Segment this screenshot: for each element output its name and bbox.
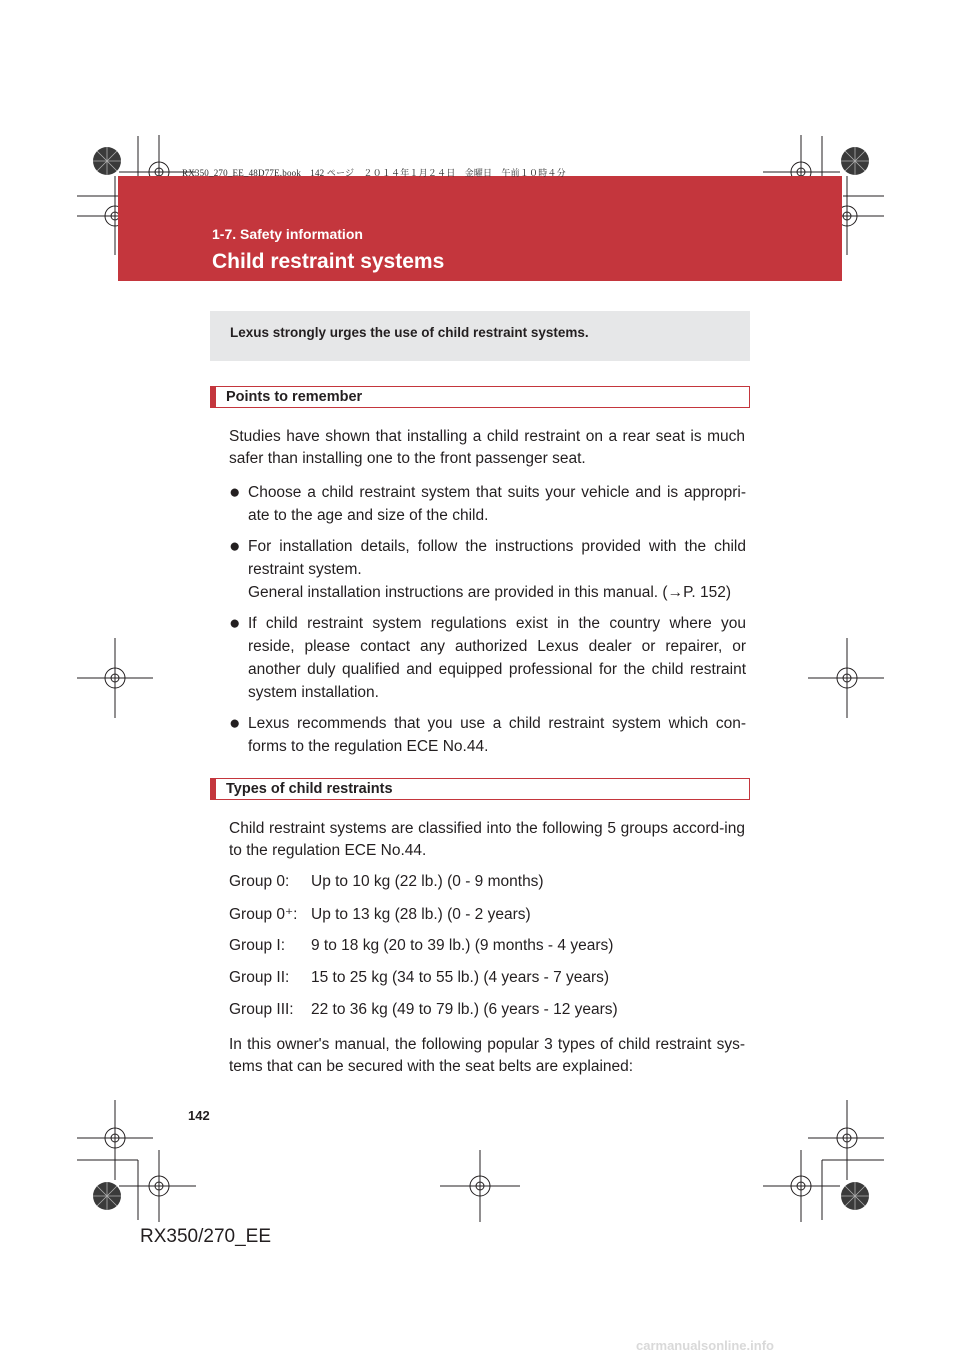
heading-bar <box>210 778 216 800</box>
intro-text: Lexus strongly urges the use of child restraint systems. <box>230 325 589 340</box>
bullet-icon: ● <box>229 536 241 557</box>
types-intro: Child restraint systems are classified into the following 5 groups accord-ing to the regulation ECE No.44. <box>229 820 745 859</box>
points-heading-text: Points to remember <box>226 389 363 405</box>
group-desc: 22 to 36 kg (49 to 79 lb.) (6 years - 12 years) <box>311 1001 618 1018</box>
bullet-text: Lexus recommends that you use a child restraint system which con-forms to the regulation ECE No.44. <box>248 715 746 755</box>
heading-bar <box>210 386 216 408</box>
bullet-item <box>229 481 746 527</box>
bullet-item <box>229 712 746 758</box>
group-label: Group 0⁺: <box>229 906 298 923</box>
group-row <box>229 937 613 955</box>
types-heading <box>210 778 750 800</box>
group-label: Group 0: <box>229 873 290 890</box>
bullet-item <box>229 535 746 604</box>
section-label: 1-7. Safety information <box>212 226 363 242</box>
group-label: Group III: <box>229 1001 294 1018</box>
types-outro: In this owner's manual, the following popular 3 types of child restraint sys-tems that can be secured with the seat belts are explained: <box>229 1036 745 1075</box>
page-number: 142 <box>188 1108 210 1123</box>
bullet-icon: ● <box>229 613 241 634</box>
group-row <box>229 905 531 924</box>
points-heading <box>210 386 750 408</box>
group-label: Group II: <box>229 969 290 986</box>
bullet-icon: ● <box>229 713 241 734</box>
file-stamp: RX350_270_EE_48D77E.book 142 ページ ２０１４年１月２４日 金曜日 午前１０時４分 <box>182 168 566 178</box>
bullet-text: If child restraint system regulations exist in the country where you reside, please contact any authorized Lexus dealer or repairer, or another duly qualified and equipped professional for the child restraint system installation. <box>248 615 746 701</box>
model-code: RX350/270_EE <box>140 1226 271 1247</box>
page-title: Child restraint systems <box>212 250 445 273</box>
bullet-text: For installation details, follow the instructions provided with the child restraint system. <box>248 538 746 578</box>
watermark: carmanualsonline.info <box>636 1338 774 1353</box>
intro-box <box>210 311 750 361</box>
bullet-text: Choose a child restraint system that suits your vehicle and is appropri-ate to the age and size of the child. <box>248 484 746 524</box>
group-label: Group I: <box>229 937 285 954</box>
bullet-item <box>229 612 746 704</box>
group-row <box>229 873 544 891</box>
group-desc: 9 to 18 kg (20 to 39 lb.) (9 months - 4 years) <box>311 937 614 954</box>
group-desc: Up to 13 kg (28 lb.) (0 - 2 years) <box>311 906 531 923</box>
types-heading-text: Types of child restraints <box>226 781 393 797</box>
group-row <box>229 1001 618 1019</box>
bullet-icon: ● <box>229 482 241 503</box>
bullet-text-extra: General installation instructions are provided in this manual. (→P. 152) <box>248 584 732 601</box>
points-intro: Studies have shown that installing a child restraint on a rear seat is much safer than installing one to the front passenger seat. <box>229 428 745 467</box>
group-desc: Up to 10 kg (22 lb.) (0 - 9 months) <box>311 873 544 890</box>
group-row <box>229 969 609 987</box>
group-desc: 15 to 25 kg (34 to 55 lb.) (4 years - 7 years) <box>311 969 610 986</box>
